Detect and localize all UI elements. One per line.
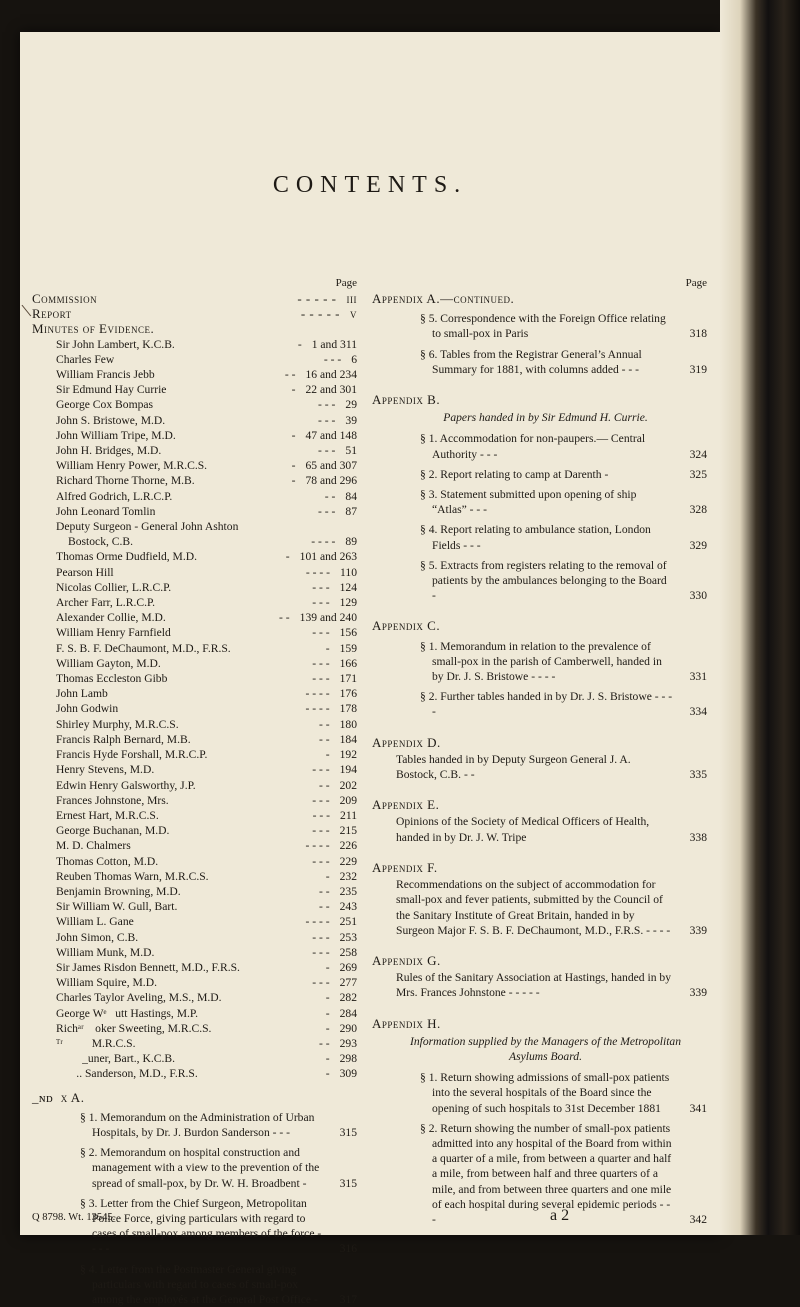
page-number: 315 xyxy=(339,1125,357,1139)
leader-dots: - - - - xyxy=(305,687,330,701)
entry-text: § 3. Statement submitted upon opening of ship “Atlas” - - - xyxy=(420,488,637,517)
leader-dots: - - - xyxy=(312,580,330,594)
leader-dots: - xyxy=(325,748,330,762)
witness-row xyxy=(32,610,357,625)
page-number: 156 xyxy=(339,626,357,640)
witness-row xyxy=(32,489,357,504)
witness-row xyxy=(32,762,357,777)
witness-row xyxy=(32,914,357,929)
witness-deputy-line: Deputy Surgeon - General John Ashton xyxy=(56,520,239,534)
page-number: 229 xyxy=(339,854,357,868)
page-number: 339 xyxy=(689,923,707,937)
section-row xyxy=(32,291,357,306)
witness-row xyxy=(32,778,357,793)
page-number: 84 xyxy=(345,489,357,503)
entry-name: Ernest Hart, M.R.C.S. xyxy=(56,808,159,822)
page-number: 317 xyxy=(339,1293,357,1306)
appendix-entry xyxy=(32,1110,357,1140)
witness-row xyxy=(32,367,357,382)
entry-text: Rules of the Sanitary Association at Hastings, handed in by Mrs. Frances Johnstone - - - - - xyxy=(396,971,671,1000)
leader-dots: - xyxy=(291,383,296,397)
leader-dots: - - - xyxy=(312,596,330,610)
leader-dots: - - - xyxy=(312,763,330,777)
leader-dots: - xyxy=(325,1021,330,1035)
appendix-entry xyxy=(372,689,707,719)
witness-row xyxy=(32,458,357,473)
entry-name: Charles Taylor Aveling, M.S., M.D. xyxy=(56,991,222,1005)
page-number: 129 xyxy=(339,596,357,610)
page-number: 328 xyxy=(689,503,707,517)
entry-name: William Henry Farnfield xyxy=(56,626,171,640)
page-number: 16 and 234 xyxy=(305,368,357,382)
leader-dots: - - xyxy=(318,1036,330,1050)
witness-row xyxy=(32,625,357,640)
witness-row xyxy=(32,945,357,960)
leader-dots: - - xyxy=(324,489,336,503)
entry-name: Commission xyxy=(32,291,98,306)
leader-dots: - - - - xyxy=(305,915,330,929)
page-number: 319 xyxy=(689,362,707,376)
leader-dots: - - - xyxy=(318,398,336,412)
page-number: 51 xyxy=(345,444,357,458)
entry-name: Sir William W. Gull, Bart. xyxy=(56,900,178,914)
witness-row xyxy=(32,1036,357,1051)
entry-name: Archer Farr, L.R.C.P. xyxy=(56,596,156,610)
right-column xyxy=(372,276,707,1227)
leader-dots: - xyxy=(291,428,296,442)
appendix-f-heading: Appendix F. xyxy=(372,859,438,875)
appendix-a-heading: _ɴᴅɪx A. xyxy=(32,1089,85,1105)
entry-text: Opinions of the Society of Medical Officers of Health, handed in by Dr. J. W. Tripe xyxy=(396,815,650,844)
entry-text: § 1. Memorandum in relation to the prevalence of small-pox in the parish of Camberwell, handed in by Dr. J. S. Bristowe - - - - xyxy=(420,639,662,684)
witness-row xyxy=(32,671,357,686)
page-number: 176 xyxy=(339,687,357,701)
page-number: 329 xyxy=(689,538,707,552)
page-column-label: Page xyxy=(685,277,707,289)
entry-name: Bostock, C.B. xyxy=(68,535,134,549)
leader-dots: - - - - - xyxy=(300,306,340,322)
witness-row xyxy=(32,854,357,869)
witness-row xyxy=(32,473,357,488)
entry-name: Nicolas Collier, L.R.C.P. xyxy=(56,580,172,594)
leader-dots: - - - xyxy=(318,413,336,427)
appendix-b-heading: Appendix B. xyxy=(372,392,441,408)
pencil-mark: \ xyxy=(20,299,33,323)
entry-name: _uner, Bart., K.C.B. xyxy=(56,1052,176,1066)
appendix-b-subtitle: Papers handed in by Sir Edmund H. Currie. xyxy=(443,411,648,425)
entry-text: § 1. Return showing admissions of small-pox patients into the several hospitals of the Board since the opening of such hospitals to 31st December 1881 xyxy=(420,1071,670,1115)
leader-dots: - - - xyxy=(312,976,330,990)
entry-text: § 6. Tables from the Registrar General’s Annual Summary for 1881, with columns added - - - xyxy=(420,347,642,376)
page-number: 87 xyxy=(345,504,357,518)
witness-row xyxy=(32,641,357,656)
witness-row xyxy=(32,869,357,884)
page-number: 232 xyxy=(339,869,357,883)
leader-dots: - - - - xyxy=(305,565,331,579)
appendix-entry xyxy=(372,1121,707,1227)
page-number: 269 xyxy=(339,960,357,974)
entry-name: Thomas Cotton, M.D. xyxy=(56,854,159,868)
entry-name: John William Tripe, M.D. xyxy=(56,428,176,442)
leader-dots: - xyxy=(297,337,302,351)
entry-name: Thomas Orme Dudfield, M.D. xyxy=(56,550,198,564)
leader-dots: - - - xyxy=(312,824,330,838)
page-number: 282 xyxy=(339,991,357,1005)
entry-name: John Leonard Tomlin xyxy=(56,504,156,518)
entry-name: William Henry Power, M.R.C.S. xyxy=(56,459,208,473)
entry-text: § 2. Return showing the number of small-pox patients admitted into any hospital of the Board from within a quarter of a mile, from between a quarter and half a mile, from between half and three quarters of a mile, and from between three quarters and one mile of each hospital during several epidemic periods - - - xyxy=(420,1121,672,1226)
page-number: 89 xyxy=(345,535,357,549)
leader-dots: - - - xyxy=(312,854,330,868)
appendix-entry xyxy=(32,1262,357,1307)
page-number: 39 xyxy=(345,413,357,427)
witness-row xyxy=(32,428,357,443)
section-row xyxy=(32,306,357,321)
page-number: 202 xyxy=(339,778,357,792)
entry-name: John Godwin xyxy=(56,702,119,716)
entry-name: Henry Stevens, M.D. xyxy=(56,763,155,777)
page-number: 101 and 263 xyxy=(299,550,357,564)
appendix-d-heading: Appendix D. xyxy=(372,734,441,750)
page-number: 309 xyxy=(339,1067,357,1081)
document-page xyxy=(20,32,720,1306)
entry-name: Francis Ralph Bernard, M.B. xyxy=(56,732,191,746)
entry-name: Charles Few xyxy=(56,352,115,366)
appendix-entry xyxy=(372,311,707,341)
witness-row xyxy=(32,337,357,352)
appendix-entry xyxy=(372,558,707,604)
witness-row xyxy=(32,1006,357,1021)
witness-row xyxy=(32,382,357,397)
entry-name: John H. Bridges, M.D. xyxy=(56,444,162,458)
witness-row xyxy=(32,1021,357,1036)
entry-name: Benjamin Browning, M.D. xyxy=(56,884,181,898)
entry-text: § 4. Report relating to ambulance station, London Fields - - - xyxy=(420,523,651,552)
minutes-heading: Minutes of Evidence. xyxy=(32,321,155,337)
page-number: 180 xyxy=(339,717,357,731)
page-number: 209 xyxy=(339,793,357,807)
appendix-entry xyxy=(372,487,707,517)
leader-dots: - - xyxy=(279,611,290,625)
entry-name: William Munk, M.D. xyxy=(56,945,155,959)
witness-row xyxy=(32,747,357,762)
page-number: 78 and 296 xyxy=(305,474,357,488)
entry-name: John S. Bristowe, M.D. xyxy=(56,413,166,427)
entry-name: Reuben Thomas Warn, M.R.C.S. xyxy=(56,869,209,883)
witness-row xyxy=(32,1051,357,1066)
page-number: 235 xyxy=(339,884,357,898)
leader-dots: - - - - xyxy=(311,535,336,549)
entry-name: Sir John Lambert, K.C.B. xyxy=(56,337,175,351)
page-column-label: Page xyxy=(335,277,357,289)
witness-row xyxy=(32,565,357,580)
witness-row xyxy=(32,397,357,412)
appendix-entry xyxy=(32,1145,357,1191)
leader-dots: - xyxy=(325,1052,330,1066)
leader-dots: - - xyxy=(318,732,330,746)
page-number: 243 xyxy=(339,900,357,914)
signature-mark: a 2 xyxy=(550,1207,570,1224)
page-number: 6 xyxy=(351,352,357,366)
appendix-entry xyxy=(372,639,707,685)
entry-name: Edwin Henry Galsworthy, J.P. xyxy=(56,778,196,792)
entry-name: Frances Johnstone, Mrs. xyxy=(56,793,169,807)
appendix-entry xyxy=(372,970,707,1000)
leader-dots: - xyxy=(325,960,330,974)
page-number: 341 xyxy=(689,1101,707,1115)
page-number: 184 xyxy=(339,732,357,746)
entry-name: Shirley Murphy, M.R.C.S. xyxy=(56,717,179,731)
print-footer: Q 8798. Wt. 13545. xyxy=(32,1212,116,1223)
page-number: 226 xyxy=(339,839,357,853)
leader-dots: - - - - xyxy=(305,839,330,853)
witness-row xyxy=(32,352,357,367)
leader-dots: - xyxy=(325,1067,330,1081)
leader-dots: - - - xyxy=(312,945,330,959)
witness-row xyxy=(32,549,357,564)
page-number: 124 xyxy=(339,580,357,594)
entry-text: Tables handed in by Deputy Surgeon General J. A. Bostock, C.B. - - xyxy=(396,752,631,782)
page-number: 65 and 307 xyxy=(305,459,357,473)
page-number: 159 xyxy=(339,641,357,655)
witness-row xyxy=(32,413,357,428)
entry-name: John Lamb xyxy=(56,687,108,701)
entry-name: George Cox Bompas xyxy=(56,398,154,412)
leader-dots: - - - xyxy=(318,504,336,518)
appendix-entry xyxy=(372,752,707,782)
page-number: 298 xyxy=(339,1052,357,1066)
page-number: 334 xyxy=(689,705,707,719)
entry-text: § 3. Letter from the Chief Surgeon, Metropolitan Police Force, giving particulars with regard to cases of small-pox among members of the force - - - - xyxy=(80,1196,322,1256)
page-number: 324 xyxy=(689,447,707,461)
entry-text: § 2. Further tables handed in by Dr. J. S. Bristowe - - - - xyxy=(420,690,673,719)
appendix-entry xyxy=(372,814,707,844)
witness-row xyxy=(32,793,357,808)
page-number: 194 xyxy=(339,763,357,777)
appendix-entry xyxy=(372,877,707,938)
witness-row xyxy=(32,930,357,945)
entry-name: M. D. Chalmers xyxy=(56,839,131,853)
appendix-entry xyxy=(372,522,707,552)
entry-name: Richᵃʳ oker Sweeting, M.R.C.S. xyxy=(56,1021,212,1035)
witness-row xyxy=(32,504,357,519)
leader-dots: - xyxy=(291,459,296,473)
leader-dots: - - - xyxy=(323,352,342,366)
page-number: 338 xyxy=(689,830,707,844)
appendix-h-heading: Appendix H. xyxy=(372,1015,441,1031)
page-number: v xyxy=(350,306,357,322)
leader-dots: - - - xyxy=(312,930,330,944)
witness-row xyxy=(32,686,357,701)
appendix-e-heading: Appendix E. xyxy=(372,797,440,813)
witness-row xyxy=(32,899,357,914)
page-number: 290 xyxy=(339,1021,357,1035)
page-number: 110 xyxy=(340,565,357,579)
page-number: 215 xyxy=(339,824,357,838)
page-number: 284 xyxy=(339,1006,357,1020)
entry-name: William Francis Jebb xyxy=(56,368,155,382)
entry-name: Pearson Hill xyxy=(56,565,114,579)
leader-dots: - - - - xyxy=(305,702,330,716)
leader-dots: - xyxy=(325,641,330,655)
leader-dots: - - xyxy=(318,717,330,731)
witness-row xyxy=(32,732,357,747)
leader-dots: - xyxy=(285,550,290,564)
page-number: 22 and 301 xyxy=(305,383,357,397)
entry-name: Richard Thorne Thorne, M.B. xyxy=(56,474,195,488)
entry-name: Alfred Godrich, L.R.C.P. xyxy=(56,489,173,503)
page-title: CONTENTS. xyxy=(272,172,468,198)
appendix-g-heading: Appendix G. xyxy=(372,952,441,968)
leader-dots: - xyxy=(291,474,296,488)
entry-text: § 1. Memorandum on the Administration of Urban Hospitals, by Dr. J. Burdon Sanderson - - - xyxy=(80,1110,315,1139)
leader-dots: - - xyxy=(318,900,330,914)
book-edge xyxy=(720,0,800,1235)
page-number: 331 xyxy=(689,670,707,684)
page-number: 29 xyxy=(345,398,357,412)
entry-name: Sir James Risdon Bennett, M.D., F.R.S. xyxy=(56,960,240,974)
entry-name: Report xyxy=(32,306,72,322)
witness-row xyxy=(32,884,357,899)
leader-dots: - - xyxy=(318,884,330,898)
page-number: 293 xyxy=(339,1036,357,1050)
entry-text: § 5. Correspondence with the Foreign Office relating to small-pox in Paris xyxy=(420,312,666,341)
appendix-entry xyxy=(32,1196,357,1257)
entry-name: Francis Hyde Forshall, M.R.C.P. xyxy=(56,748,208,762)
witness-row xyxy=(32,808,357,823)
witness-row xyxy=(32,960,357,975)
entry-name: Alexander Collie, M.D. xyxy=(56,611,166,625)
page-number: 47 and 148 xyxy=(305,428,357,442)
page-number: 318 xyxy=(689,327,707,341)
appendix-a-continued-heading: Appendix A.—continued. xyxy=(372,291,515,306)
page-number: 277 xyxy=(339,976,357,990)
leader-dots: - - - xyxy=(312,808,331,822)
appendix-h-subtitle: Information supplied by the Managers of the Metropolitan Asylums Board. xyxy=(409,1034,682,1063)
leader-dots: - - - xyxy=(312,656,330,670)
witness-row xyxy=(32,580,357,595)
entry-text: § 2. Memorandum on hospital construction and management with a view to the prevention of the spread of small-pox, by Dr. W. H. Broadbent - xyxy=(80,1146,320,1190)
appendix-c-heading: Appendix C. xyxy=(372,618,441,634)
page-number: 178 xyxy=(339,702,357,716)
entry-name: F. S. B. F. DeChaumont, M.D., F.R.S. xyxy=(56,641,231,655)
witness-row xyxy=(32,990,357,1005)
witness-row xyxy=(32,595,357,610)
page-number: 139 and 240 xyxy=(299,611,357,625)
witness-row xyxy=(32,656,357,671)
witness-row xyxy=(32,443,357,458)
entry-name: John Simon, C.B. xyxy=(56,930,139,944)
entry-name: Sir Edmund Hay Currie xyxy=(56,383,167,397)
witness-row xyxy=(32,975,357,990)
page-number: 335 xyxy=(689,768,707,782)
leader-dots: - xyxy=(325,991,330,1005)
leader-dots: - - - xyxy=(318,444,336,458)
entry-text: § 4. Letter from the Postmaster General giving particulars with regard to cases of small-pox among the employés at the General Post Office - xyxy=(80,1262,318,1306)
entry-name: .. Sanderson, M.D., F.R.S. xyxy=(56,1067,198,1081)
page-number: 171 xyxy=(339,672,357,686)
page-number: 1 and 311 xyxy=(311,337,357,351)
leader-dots: - xyxy=(325,1006,330,1020)
page-number: 330 xyxy=(689,589,707,603)
page-number: 258 xyxy=(339,945,357,959)
witness-row xyxy=(32,701,357,716)
page-number: iii xyxy=(346,291,357,306)
leader-dots: - - - xyxy=(312,672,330,686)
entry-text: § 2. Report relating to camp at Darenth - xyxy=(420,467,609,481)
entry-text: § 5. Extracts from registers relating to the removal of patients by the ambulances belonging to the Board - xyxy=(420,558,667,603)
page-number: 192 xyxy=(339,748,357,762)
page-number: 339 xyxy=(689,986,707,1000)
witness-row xyxy=(32,1066,357,1081)
entry-name: George Buchanan, M.D. xyxy=(56,824,170,838)
entry-name: George Wᵉ utt Hastings, M.P. xyxy=(56,1006,198,1020)
leader-dots: - - - xyxy=(312,793,330,807)
entry-text: Recommendations on the subject of accommodation for small-pox and fever patients, submitted by the Council of the Sanitary Institute of Great Britain, handed in by Surgeon Major F. S. B. F. DeChaumont, M.D., F.R.S. - - - - xyxy=(396,878,671,937)
page-number: 315 xyxy=(339,1176,357,1190)
entry-name: William L. Gane xyxy=(56,915,134,929)
entry-text: § 1. Accommodation for non-paupers.— Central Authority - - - xyxy=(420,432,646,461)
page-number: 342 xyxy=(689,1212,707,1226)
page-number: 316 xyxy=(339,1242,357,1256)
leader-dots: - - - - - xyxy=(297,291,337,306)
witness-row xyxy=(32,838,357,853)
appendix-entry xyxy=(372,347,707,377)
entry-name: Thomas Eccleston Gibb xyxy=(56,672,168,686)
page-number: 251 xyxy=(339,915,357,929)
left-column xyxy=(32,276,357,1307)
page-number: 325 xyxy=(689,467,707,481)
page-number: 211 xyxy=(340,808,357,822)
entry-name: William Squire, M.D. xyxy=(56,976,157,990)
appendix-entry xyxy=(372,431,707,461)
leader-dots: - - xyxy=(284,368,296,382)
entry-name: ᵀʳ M.R.C.S. xyxy=(56,1036,136,1050)
page-number: 166 xyxy=(339,656,357,670)
appendix-entry xyxy=(372,1070,707,1116)
witness-row xyxy=(32,717,357,732)
appendix-entry xyxy=(372,467,707,482)
witness-row xyxy=(32,534,357,549)
witness-row xyxy=(32,823,357,838)
page-number: 253 xyxy=(339,930,357,944)
leader-dots: - - - xyxy=(312,626,330,640)
entry-name: William Gayton, M.D. xyxy=(56,656,161,670)
leader-dots: - - xyxy=(318,778,330,792)
leader-dots: - xyxy=(325,869,330,883)
